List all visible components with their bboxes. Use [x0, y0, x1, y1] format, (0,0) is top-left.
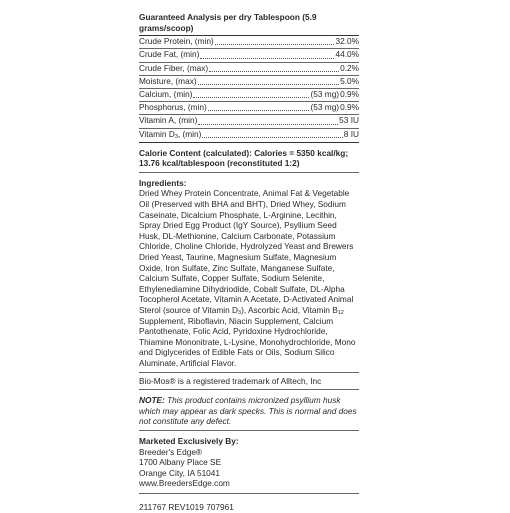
marketer-website: www.BreedersEdge.com: [139, 478, 230, 489]
nutrient-name: Phosphorus, (min): [139, 102, 207, 113]
nutrient-name: [139, 129, 201, 140]
nutrient-amount: (53 mg): [310, 88, 340, 99]
nutrient-name: Calcium, (min): [139, 88, 193, 99]
analysis-table: [139, 36, 359, 140]
dot-leader: [209, 64, 339, 72]
dot-leader: [208, 103, 310, 111]
marketer-line: 1700 Albany Place SE: [139, 457, 222, 468]
nutrient-name: Crude Protein, (min): [139, 36, 214, 47]
nutrient-amount: (53 mg): [310, 102, 340, 113]
marketer-line: Orange City, IA 51041: [139, 467, 221, 478]
dot-leader: [198, 77, 339, 85]
note-text: [139, 395, 359, 427]
note-label: NOTE:: [139, 395, 165, 406]
trademark-text: Bio-Mos® is a registered trademark of Alltech, Inc: [139, 375, 322, 386]
nutrient-name: Crude Fiber, (max): [139, 62, 209, 73]
subscript: 3: [238, 310, 242, 316]
ingredients-part-3: Supplement, Riboflavin, Niacin Supplement, Calcium Pantothenate, Folic Acid, Pyridoxine Hydrochloride, Thiamine Mononitrate, L-Lysine, Monohydrochloride, Mono and Diglycerides of Edible Fats or Oils, Sodium Silico Aluminate, Artificial Flavor.: [139, 315, 356, 368]
analysis-heading: Guaranteed Analysis per dry Tablespoon (5.9 grams/scoop): [139, 12, 317, 33]
calorie-line-1: Calorie Content (calculated): Calories = 5350 kcal/kg;: [139, 147, 349, 158]
analysis-row: [139, 102, 359, 113]
nutrient-value: 8 IU: [343, 128, 359, 139]
nutrient-name: Vitamin A, (min): [139, 115, 198, 126]
nutrient-value: 0.9%: [340, 88, 359, 99]
analysis-row: [139, 36, 359, 47]
dot-leader: [198, 117, 338, 125]
subscript: 3: [174, 133, 178, 140]
analysis-row: [139, 129, 359, 140]
ingredients-heading: Ingredients:: [139, 177, 187, 188]
dot-leader: [200, 51, 334, 59]
nutrient-value: 0.9%: [340, 102, 359, 113]
marketer-line: Breeder's Edge®: [139, 446, 203, 457]
nutrient-name: Crude Fat, (min): [139, 49, 200, 60]
ingredients-text: [139, 188, 359, 368]
dot-leader: [202, 130, 342, 138]
ingredients-part-1: Dried Whey Protein Concentrate, Animal Fat & Vegetable Oil (Preserved with BHA and BHT), Dried Whey, Sodium Caseinate, Dicalcium Phosphate, L-Arginine, Lecithin, Spray Dried Egg Product (IgY Source), Psyllium Seed Husk, DL-Methionine, Calcium Carbonate, Potassium Chloride, Choline Chloride, Hydrolyzed Yeast and Brewers Dried Yeast, Taurine, Magnesium Sulfate, Magnesium Oxide, Iron Sulfate, Zinc Sulfate, Manganese Sulfate, Calcium Sulfate, Copper Sulfate, Sodium Selenite, Ethylenediamine Dihydriodide, Cobalt Sulfate, DL-Alpha Tocopherol Acetate, Vitamin A Acetate, D-Activated Animal Sterol (source of Vitamin D: [139, 188, 354, 315]
calorie-line-2: 13.76 kcal/tablespoon (reconstituted 1:2): [139, 158, 300, 169]
analysis-row: [139, 63, 359, 74]
nutrient-value: 5.0%: [340, 75, 359, 86]
analysis-row: [139, 89, 359, 100]
nutrient-value: 32.0%: [335, 36, 359, 47]
subscript: 12: [337, 310, 344, 316]
note-body: This product contains micronized psyllium husk which may appear as dark specks. This is normal and does not constitute any defect.: [139, 395, 357, 427]
nutrient-name-part: Vitamin D: [139, 128, 175, 139]
ingredients-part-2: ), Ascorbic Acid, Vitamin B: [241, 305, 338, 315]
nutrient-value: 0.2%: [340, 62, 359, 73]
nutrient-value: 53 IU: [339, 115, 359, 126]
marketer-heading: Marketed Exclusively By:: [139, 435, 239, 446]
nutrient-value: 44.0%: [335, 49, 359, 60]
analysis-row: [139, 76, 359, 87]
dot-leader: [215, 37, 335, 45]
analysis-row: [139, 49, 359, 60]
product-code: 211767 REV1019 707961: [139, 501, 234, 512]
dot-leader: [193, 90, 309, 98]
nutrient-name: Moisture, (max): [139, 75, 197, 86]
analysis-row: [139, 115, 359, 126]
nutrient-name-part: , (min): [177, 128, 202, 139]
product-label: [139, 12, 359, 513]
